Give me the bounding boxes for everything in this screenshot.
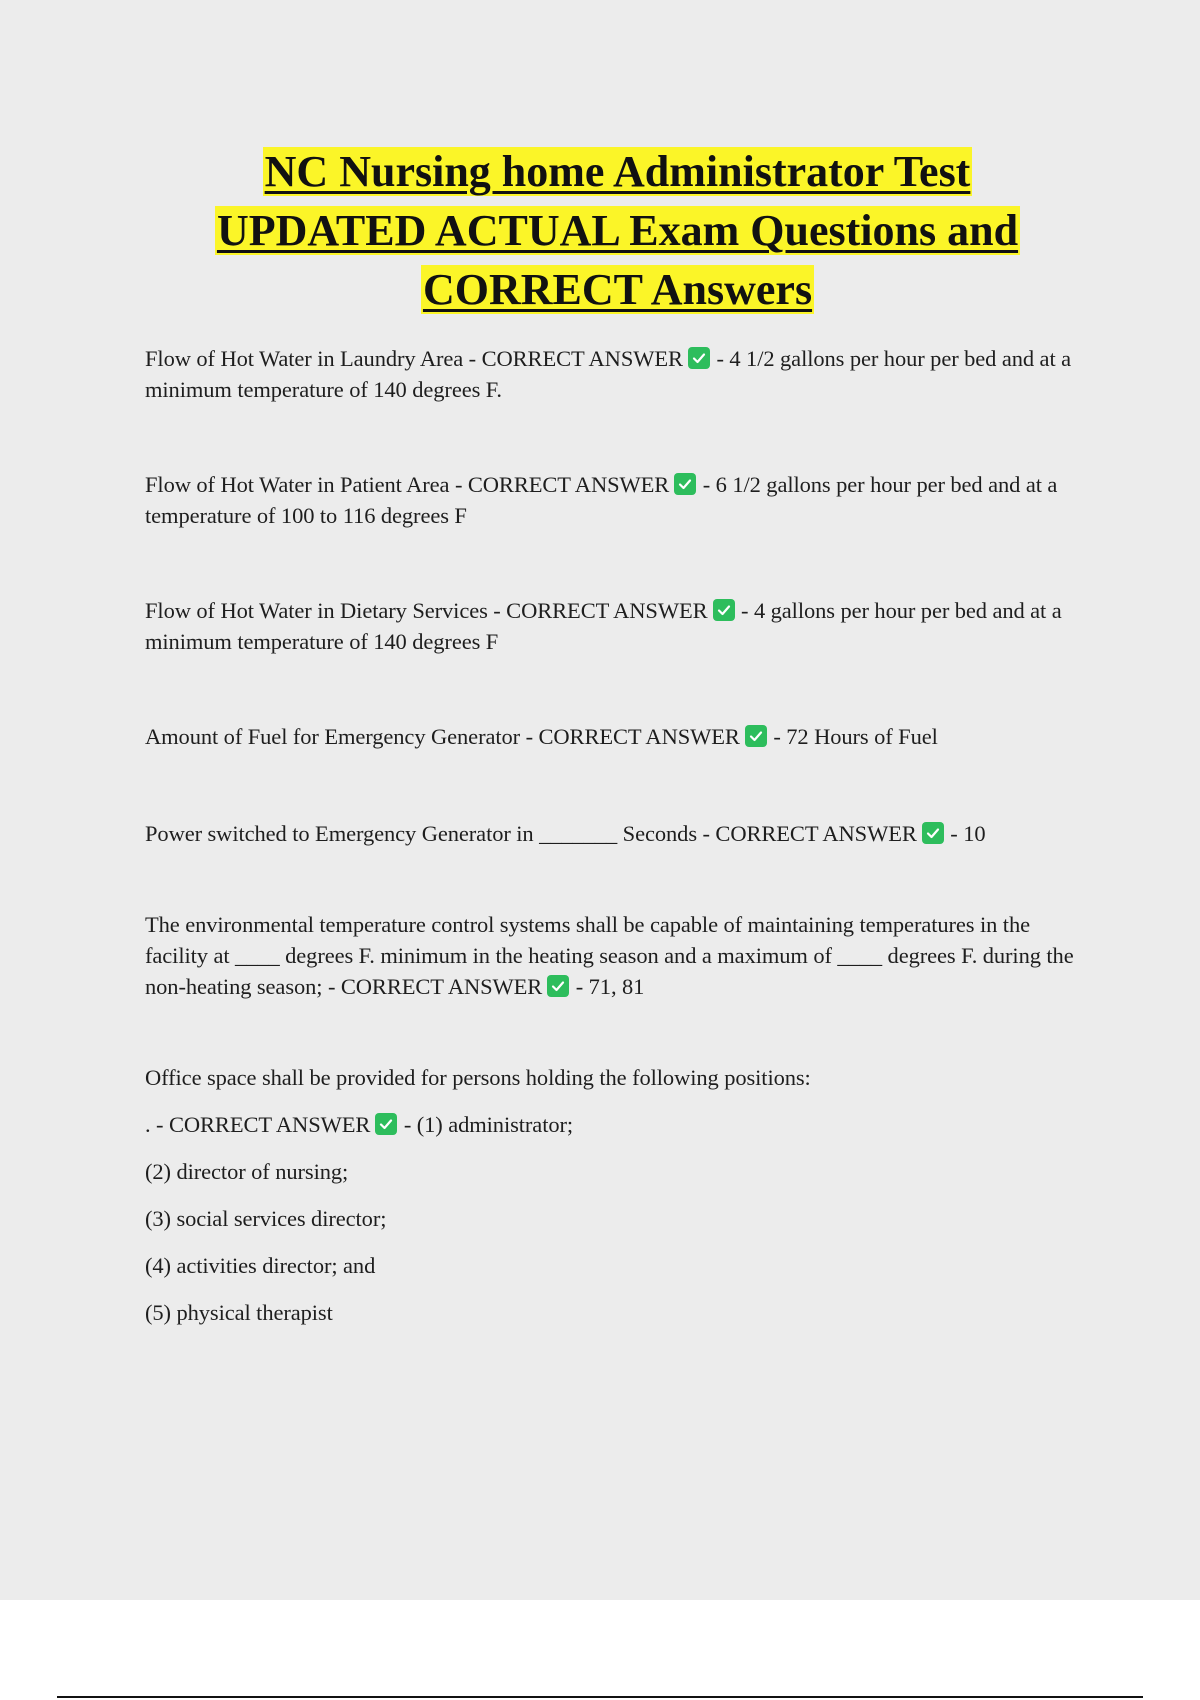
checkmark-icon (922, 822, 944, 844)
answer-prefix: . - CORRECT ANSWER (145, 1112, 371, 1137)
list-item: (4) activities director; and (145, 1253, 376, 1278)
qa-item-dietary (145, 595, 1095, 657)
checkmark-icon (375, 1113, 397, 1135)
list-item: (3) social services director; (145, 1206, 387, 1231)
question-text: The environmental temperature control systems shall be capable of maintaining temperatures in the facility at ____ degrees F. minimum in the heating season and a maximum of ____ degrees F. during the non-heating season; - CORRECT ANSWER (145, 912, 1074, 999)
question-text: Office space shall be provided for persons holding the following positions: (145, 1065, 811, 1090)
answer-text: - 6 1/2 gallons per hour per bed and at a temperature of 100 to 116 degrees F (145, 472, 1058, 528)
qa-item-laundry (145, 343, 1095, 405)
question-text: Flow of Hot Water in Dietary Services - CORRECT ANSWER (145, 598, 708, 623)
qa-item-patient (145, 469, 1095, 531)
question-text: Amount of Fuel for Emergency Generator - CORRECT ANSWER (145, 724, 740, 749)
qa-item-fuel (145, 721, 1095, 752)
answer-text: - 4 1/2 gallons per hour per bed and at a minimum temperature of 140 degrees F. (145, 346, 1072, 402)
question-text: Flow of Hot Water in Laundry Area - CORRECT ANSWER (145, 346, 683, 371)
title-line-1: NC Nursing home Administrator Test (264, 147, 971, 196)
checkmark-icon (713, 599, 735, 621)
qa-item-temperature (145, 909, 1095, 1002)
footer-divider (57, 1696, 1143, 1698)
qa-content (145, 343, 1095, 1328)
answer-text: - 72 Hours of Fuel (767, 724, 938, 749)
title-line-2: UPDATED ACTUAL Exam Questions and (216, 206, 1019, 255)
page-title (100, 142, 1135, 319)
list-item: (5) physical therapist (145, 1300, 333, 1325)
qa-item-power-switch (145, 818, 1095, 849)
question-text: Power switched to Emergency Generator in _______ Seconds - CORRECT ANSWER (145, 821, 917, 846)
question-text: Flow of Hot Water in Patient Area - CORRECT ANSWER (145, 472, 670, 497)
qa-item-office-question (145, 1062, 1095, 1093)
answer-text: - (1) administrator; (398, 1112, 574, 1137)
checkmark-icon (745, 725, 767, 747)
answer-text: - 10 (944, 821, 986, 846)
list-item: (2) director of nursing; (145, 1159, 349, 1184)
qa-item-office-answer (145, 1109, 1095, 1140)
title-line-3: CORRECT Answers (422, 265, 813, 314)
checkmark-icon (547, 975, 569, 997)
checkmark-icon (674, 473, 696, 495)
answer-text: - 71, 81 (570, 974, 645, 999)
checkmark-icon (688, 347, 710, 369)
answer-text: - 4 gallons per hour per bed and at a minimum temperature of 140 degrees F (145, 598, 1062, 654)
